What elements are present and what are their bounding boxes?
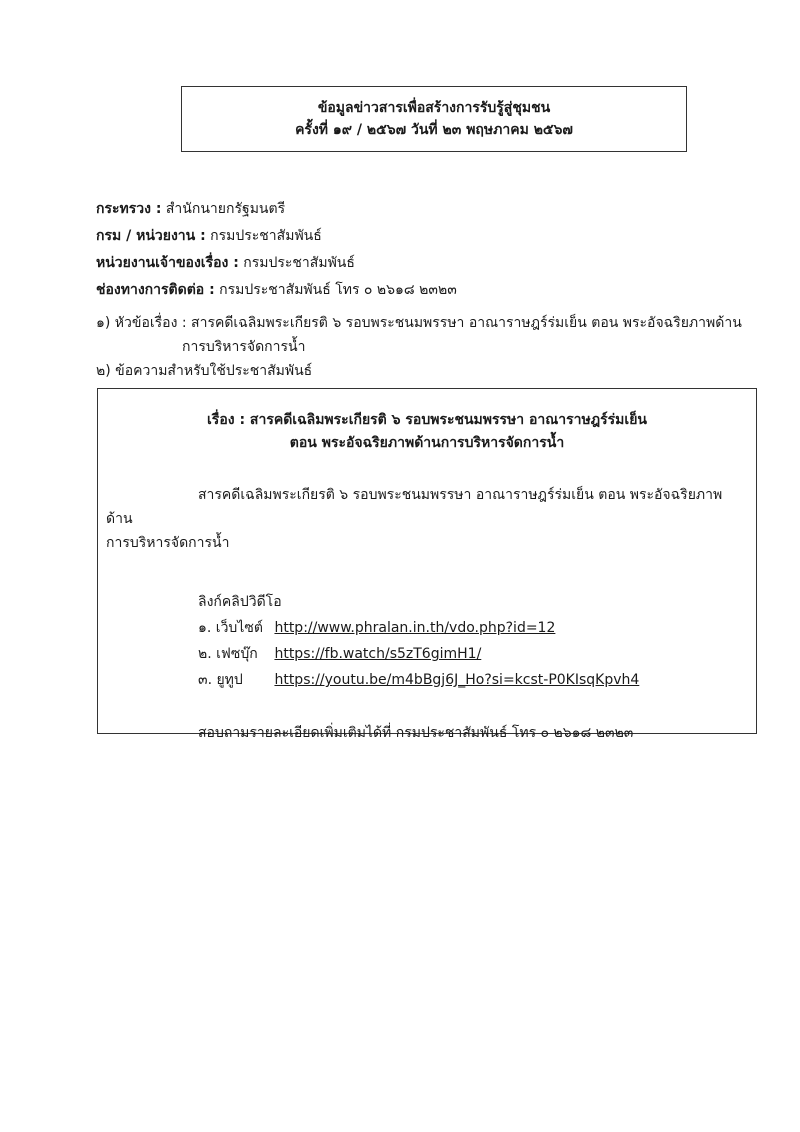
link-row-facebook bbox=[98, 641, 756, 667]
website-link[interactable]: http://www.phralan.in.th/vdo.php?id=12 bbox=[274, 620, 556, 636]
youtube-link[interactable]: https://youtu.be/m4bBgj6J_Ho?si=kcst-P0KIsqKpvh4 bbox=[274, 672, 640, 688]
contact-note: สอบถามรายละเอียดเพิ่มเติมได้ที่ กรมประชาสัมพันธ์ โทร ๐ ๒๖๑๘ ๒๓๒๓ bbox=[198, 725, 634, 741]
ministry-value: สำนักนายกรัฐมนตรี bbox=[161, 201, 286, 217]
story-title-line-1: เรื่อง : สารคดีเฉลิมพระเกียรติ ๖ รอบพระชนมพรรษา อาณาราษฎร์ร่มเย็น bbox=[207, 412, 647, 428]
topic-item-2: ๒) ข้อความสำหรับใช้ประชาสัมพันธ์ bbox=[96, 363, 313, 379]
pr-message-box bbox=[97, 388, 757, 741]
header-title: ข้อมูลข่าวสารเพื่อสร้างการรับรู้สู่ชุมชน bbox=[317, 100, 551, 116]
ministry-row bbox=[96, 196, 756, 223]
topic-item-1-continuation: การบริหารจัดการน้ำ bbox=[182, 339, 306, 355]
ministry-label: กระทรวง : bbox=[96, 201, 162, 217]
story-body-line-2: การบริหารจัดการน้ำ bbox=[106, 535, 230, 551]
topics-block bbox=[96, 311, 776, 383]
contact-value: กรมประชาสัมพันธ์ โทร ๐ ๒๖๑๘ ๒๓๒๓ bbox=[214, 282, 457, 298]
owner-label: หน่วยงานเจ้าของเรื่อง : bbox=[96, 255, 239, 271]
department-value: กรมประชาสัมพันธ์ bbox=[205, 228, 322, 244]
link-label-facebook: ๒. เฟซบุ๊ก bbox=[198, 646, 258, 662]
header-issue-date: ครั้งที่ ๑๙ / ๒๕๖๗ วันที่ ๒๓ พฤษภาคม ๒๕๖๗ bbox=[295, 122, 573, 138]
story-title-line-2: ตอน พระอัจฉริยภาพด้านการบริหารจัดการน้ำ bbox=[289, 435, 565, 451]
video-links-heading: ลิงก์คลิปวิดีโอ bbox=[198, 594, 282, 610]
topic-item-1: ๑) หัวข้อเรื่อง : สารคดีเฉลิมพระเกียรติ ๖ รอบพระชนมพรรษา อาณาราษฎร์ร่มเย็น ตอน พระอัจฉริยภาพด้าน bbox=[96, 315, 742, 331]
department-row bbox=[96, 223, 756, 250]
metadata-block bbox=[96, 196, 756, 304]
link-row-youtube bbox=[98, 667, 756, 693]
story-body-line-1: สารคดีเฉลิมพระเกียรติ ๖ รอบพระชนมพรรษา อาณาราษฎร์ร่มเย็น ตอน พระอัจฉริยภาพด้าน bbox=[106, 487, 723, 527]
facebook-link[interactable]: https://fb.watch/s5zT6gimH1/ bbox=[274, 646, 482, 662]
contact-label: ช่องทางการติดต่อ : bbox=[96, 282, 215, 298]
link-row-website bbox=[98, 615, 756, 641]
department-label: กรม / หน่วยงาน : bbox=[96, 228, 206, 244]
owner-row bbox=[96, 250, 756, 277]
link-label-youtube: ๓. ยูทูป bbox=[198, 672, 243, 688]
contact-row bbox=[96, 277, 756, 304]
link-label-website: ๑. เว็บไซต์ bbox=[198, 620, 263, 636]
header-box bbox=[181, 86, 687, 152]
story-body bbox=[98, 483, 756, 555]
owner-value: กรมประชาสัมพันธ์ bbox=[238, 255, 355, 271]
